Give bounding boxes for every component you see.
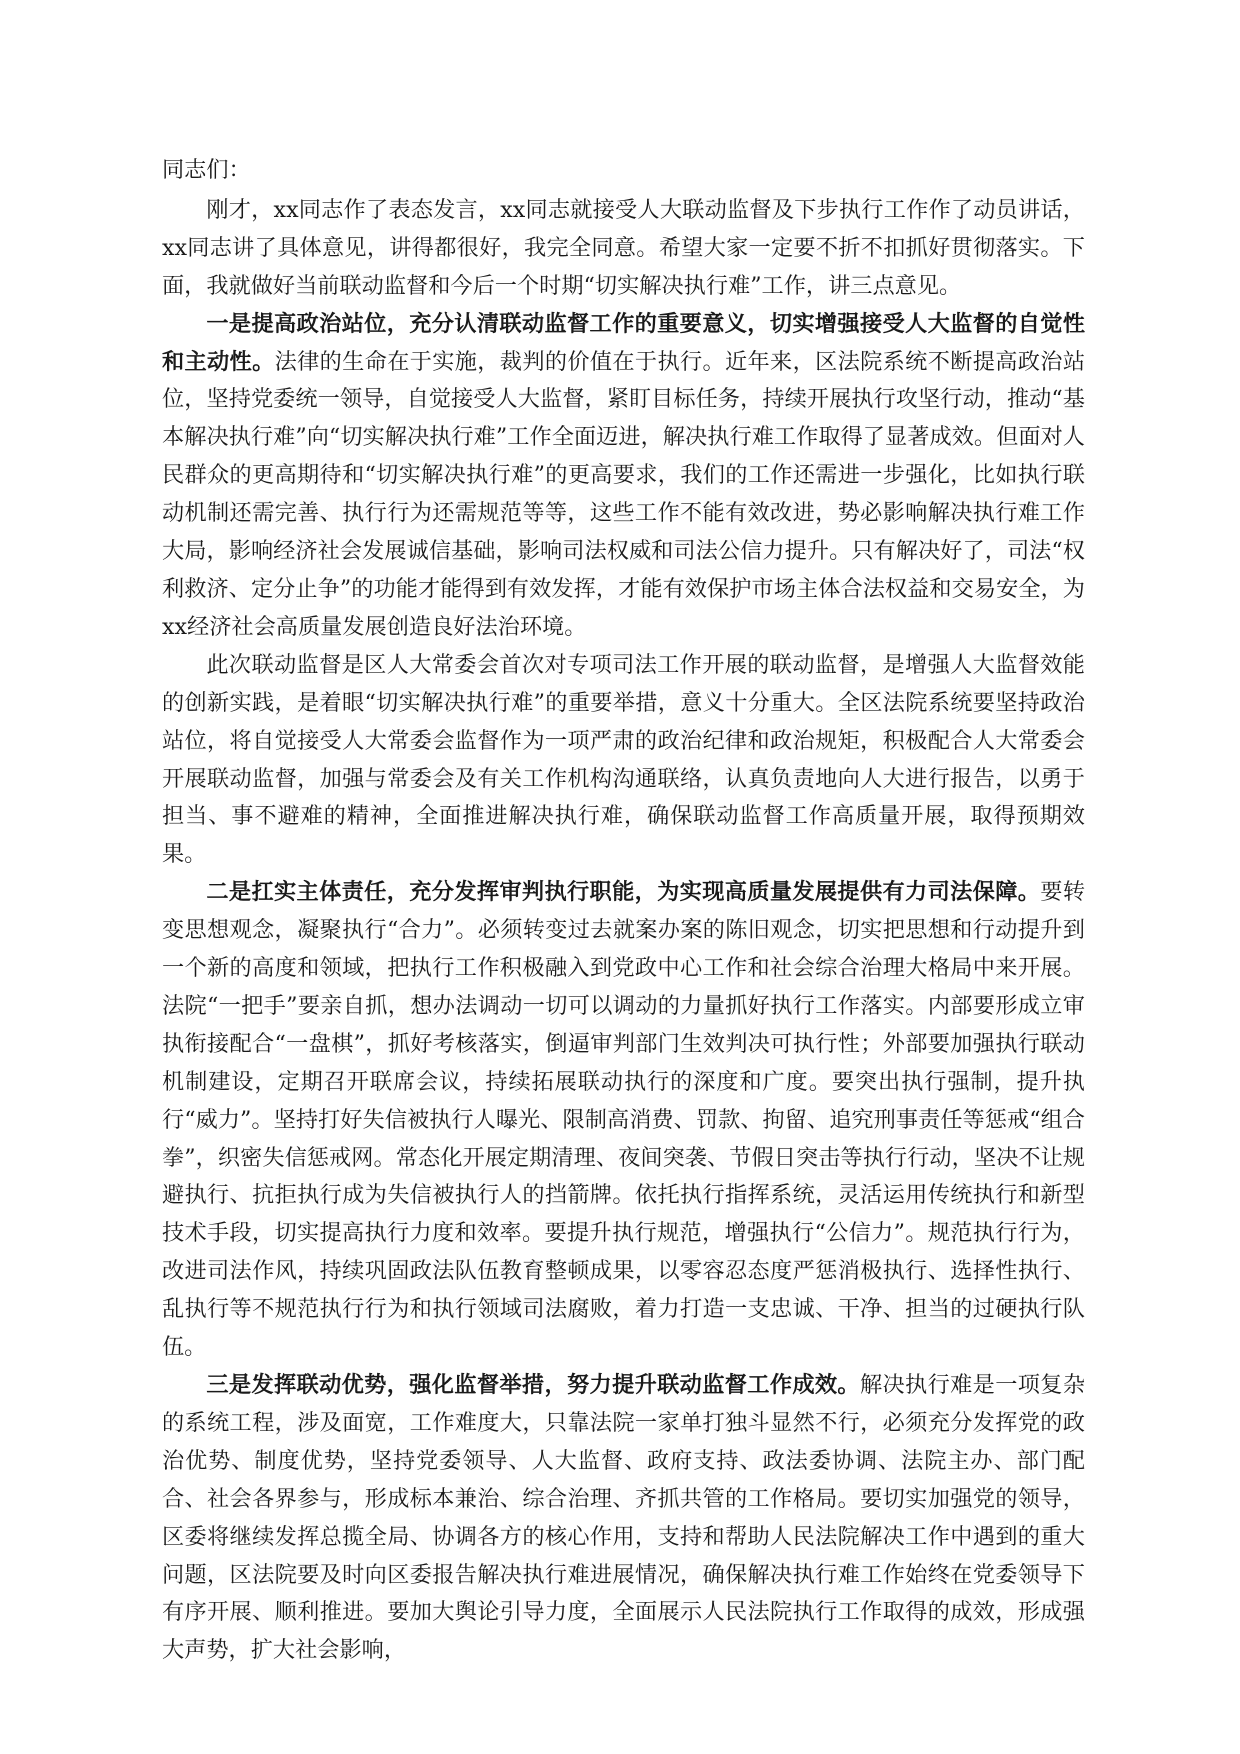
- paragraph-point-two: [162, 874, 1085, 1367]
- paragraph-text: 解决执行难是一项复杂的系统工程，涉及面宽，工作难度大，只靠法院一家单打独斗显然不行，必须充分发挥党的政治优势、制度优势，坚持党委领导、人大监督、政府支持、政法委协调、法院主办、部门配合、社会各界参与，形成标本兼治、综合治理、齐抓共管的工作格局。要切实加强党的领导，区委将继续发挥总揽全局、协调各方的核心作用，支持和帮助人民法院解决工作中遇到的重大问题，区法院要及时向区委报告解决执行难进展情况，确保解决执行难工作始终在党委领导下有序开展、顺利推进。要加大舆论引导力度，全面展示人民法院执行工作取得的成效，形成强大声势，扩大社会影响，: [162, 1372, 1086, 1664]
- paragraph-text: 法律的生命在于实施，裁判的价值在于执行。近年来，区法院系统不断提高政治站位，坚持党委统一领导，自觉接受人大监督，紧盯目标任务，持续开展执行攻坚行动，推动“基本解决执行难”向“切实解决执行难”工作全面迈进，解决执行难工作取得了显著成效。但面对人民群众的更高期待和“切实解决执行难”的更高要求，我们的工作还需进一步强化，比如执行联动机制还需完善、执行行为还需规范等等，这些工作不能有效改进，势必影响解决执行难工作大局，影响经济社会发展诚信基础，影响司法权威和司法公信力提升。只有解决好了，司法“权利救济、定分止争”的功能才能得到有效发挥，才能有效保护市场主体合法权益和交易安全，为xx经济社会高质量发展创造良好法治环境。: [162, 348, 1086, 640]
- paragraph-point-one-continued: [162, 647, 1085, 874]
- paragraph-heading: 一是提高政治站位，充分认清联动监督工作的重要意义，切实增强接受人大监督的自觉性和主动性。: [162, 310, 1085, 375]
- paragraph-text: 要转变思想观念，凝聚执行“合力”。必须转变过去就案办案的陈旧观念，切实把思想和行动提升到一个新的高度和领域，把执行工作积极融入到党政中心工作和社会综合治理大格局中来开展。法院“一把手”要亲自抓，想办法调动一切可以调动的力量抓好执行工作落实。内部要形成立审执衔接配合“一盘棋”，抓好考核落实，倒逼审判部门生效判决可执行性；外部要加强执行联动机制建设，定期召开联席会议，持续拓展联动执行的深度和广度。要突出执行强制，提升执行“威力”。坚持打好失信被执行人曝光、限制高消费、罚款、拘留、追究刑事责任等惩戒“组合拳”，织密失信惩戒网。常态化开展定期清理、夜间突袭、节假日突击等执行行动，坚决不让规避执行、抗拒执行成为失信被执行人的挡箭牌。依托执行指挥系统，灵活运用传统执行和新型技术手段，切实提高执行力度和效率。要提升执行规范，增强执行“公信力”。规范执行行为，改进司法作风，持续巩固政法队伍教育整顿成果，以零容忍态度严惩消极执行、选择性执行、乱执行等不规范执行行为和执行领域司法腐败，着力打造一支忠诚、干净、担当的过硬执行队伍。: [162, 879, 1086, 1361]
- paragraph-point-one: [162, 306, 1085, 647]
- paragraph-heading: 二是扛实主体责任，充分发挥审判执行职能，为实现高质量发展提供有力司法保障。: [206, 879, 1041, 906]
- document-body: [162, 152, 1085, 1670]
- paragraph-intro: [162, 192, 1085, 306]
- greeting: 同志们：: [162, 157, 251, 183]
- paragraph-point-three: [162, 1367, 1085, 1670]
- paragraph-text: 刚才，xx同志作了表态发言，xx同志就接受人大联动监督及下步执行工作作了动员讲话，xx同志讲了具体意见，讲得都很好，我完全同意。希望大家一定要不折不扣抓好贯彻落实。下面，我就做好当前联动监督和今后一个时期“切实解决执行难”工作，讲三点意见。: [162, 196, 1085, 299]
- paragraph-heading: 三是发挥联动优势，强化监督举措，努力提升联动监督工作成效。: [206, 1372, 860, 1398]
- paragraph-text: 此次联动监督是区人大常委会首次对专项司法工作开展的联动监督，是增强人大监督效能的创新实践，是着眼“切实解决执行难”的重要举措，意义十分重大。全区法院系统要坚持政治站位，将自觉接受人大常委会监督作为一项严肃的政治纪律和政治规矩，积极配合人大常委会开展联动监督，加强与常委会及有关工作机构沟通联络，认真负责地向人大进行报告，以勇于担当、事不避难的精神，全面推进解决执行难，确保联动监督工作高质量开展，取得预期效果。: [162, 651, 1085, 868]
